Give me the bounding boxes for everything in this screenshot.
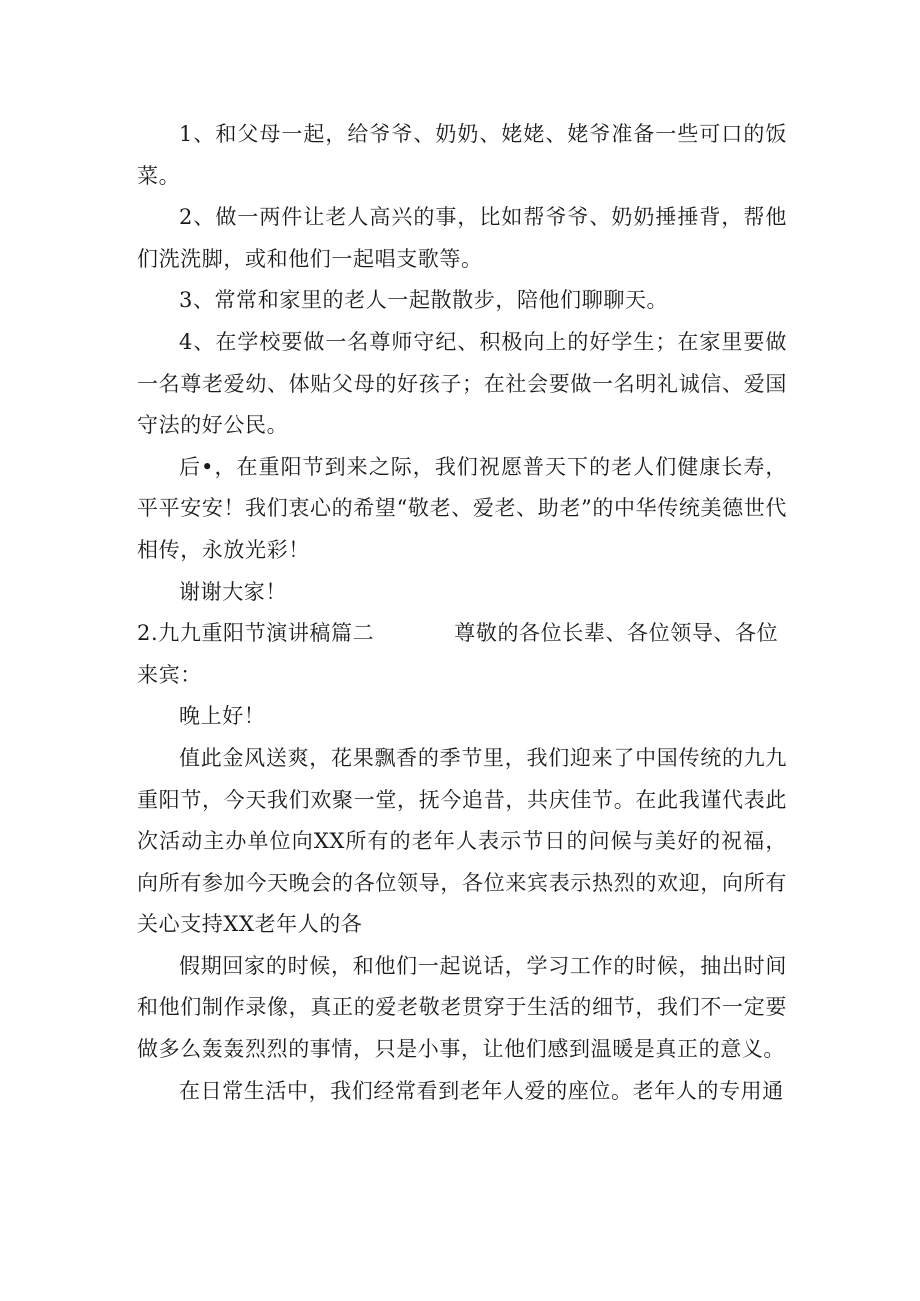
paragraph-10: 在日常生活中，我们经常看到老年人爱的座位。老年人的专用通 — [179, 1078, 784, 1103]
paragraph-2: 2、做一两件让老人高兴的事，比如帮爷爷、奶奶捶捶背，帮他们洗洗脚，或和他们一起唱支歌等。 — [137, 205, 787, 271]
paragraph-8: 值此金风送爽，花果飘香的季节里，我们迎来了中国传统的九九重阳节，今天我们欢聚一堂，抚今追昔，共庆佳节。在此我谨代表此次活动主办单位向XX所有的老年人表示节日的问候与美好的祝福，向所有参加今天晚会的各位领导，各位来宾表示热烈的欢迎，向所有关心支持XX老年人的各 — [137, 745, 787, 937]
paragraph-7: 晚上好！ — [179, 704, 266, 729]
paragraph-9: 假期回家的时候，和他们一起说话，学习工作的时候，抽出时间和他们制作录像，真正的爱老敬老贯穿于生活的细节，我们不一定要做多么轰轰烈烈的事情，只是小事，让他们感到温暖是真正的意义。 — [137, 953, 787, 1062]
document-body — [137, 114, 787, 1112]
paragraph-1: 1、和父母一起，给爷爷、奶奶、姥姥、姥爷准备一些可口的饭菜。 — [137, 122, 787, 188]
heading-continuation: 尊敬的各位长辈、各位领导、各位来宾： — [137, 621, 779, 687]
paragraph-6: 谢谢大家！ — [179, 579, 287, 604]
paragraph-5: 后•，在重阳节到来之际，我们祝愿普天下的老人们健康长寿，平平安安！我们衷心的希望“敬老、爱老、助老”的中华传统美德世代相传，永放光彩！ — [137, 454, 787, 562]
paragraph-4: 4、在学校要做一名尊师守纪、积极向上的好学生；在家里要做一名尊老爱幼、体贴父母的好孩子；在社会要做一名明礼诚信、爱国守法的好公民。 — [137, 329, 787, 438]
section-heading-line — [137, 613, 787, 696]
paragraph-3: 3、常常和家里的老人一起散散步，陪他们聊聊天。 — [179, 288, 669, 313]
section-heading: 2.九九重阳节演讲稿篇二 — [137, 621, 375, 646]
